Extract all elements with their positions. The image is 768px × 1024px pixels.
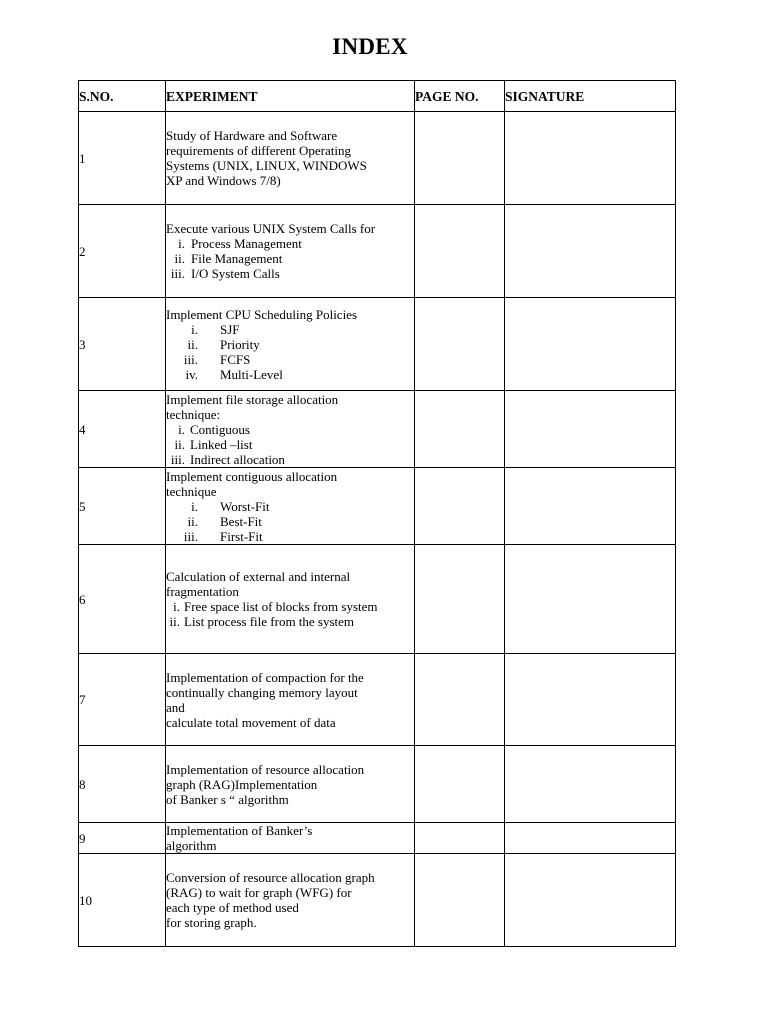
header-experiment: EXPERIMENT <box>166 81 415 112</box>
row-signature-cell <box>505 468 676 545</box>
sub-item-number: iii. <box>170 451 185 467</box>
sub-item-number: iv. <box>185 366 198 382</box>
row-sno: 8 <box>79 746 166 823</box>
experiment-line: and <box>166 699 185 715</box>
page-title: INDEX <box>332 34 408 59</box>
row-experiment <box>166 823 415 854</box>
experiment-line: fragmentation <box>166 584 239 599</box>
experiment-line: graph (RAG)Implementation <box>166 776 318 792</box>
row-page-no-cell <box>415 746 505 823</box>
sub-item-number: i. <box>173 599 180 614</box>
experiment-line: technique: <box>166 406 221 422</box>
experiment-line: each type of method used <box>166 900 299 915</box>
sub-item-number: ii. <box>187 513 198 529</box>
row-signature-cell <box>505 112 676 205</box>
experiment-line: algorithm <box>166 838 217 853</box>
experiment-sub-item <box>166 236 414 251</box>
experiment-sub-item <box>166 352 414 367</box>
row-page-no-cell <box>415 854 505 947</box>
row-signature-cell <box>505 205 676 298</box>
sub-item-text: Indirect allocation <box>190 451 285 467</box>
experiment-line: calculate total movement of data <box>166 714 336 730</box>
experiment-line: Implement CPU Scheduling Policies <box>166 306 358 322</box>
row-sno: 3 <box>79 298 166 391</box>
row-page-no-cell <box>415 468 505 545</box>
index-table <box>78 80 676 947</box>
sub-item-text: I/O System Calls <box>191 266 280 281</box>
experiment-sub-item <box>166 266 414 281</box>
row-experiment <box>166 205 415 298</box>
experiment-sub-item <box>166 599 414 614</box>
row-experiment <box>166 746 415 823</box>
experiment-sub-item <box>166 529 414 544</box>
row-signature-cell <box>505 746 676 823</box>
header-signature: SIGNATURE <box>505 81 676 112</box>
experiment-line: continually changing memory layout <box>166 684 358 700</box>
sub-item-number: i. <box>178 236 185 251</box>
sub-item-number: iii. <box>183 528 198 544</box>
sub-item-text: Process Management <box>191 236 302 251</box>
table-row <box>79 298 676 391</box>
table-row <box>79 823 676 854</box>
header-sno: S.NO. <box>79 81 166 112</box>
sub-item-number: ii. <box>174 436 185 452</box>
row-sno: 5 <box>79 468 166 545</box>
experiment-line: Study of Hardware and Software <box>166 128 338 143</box>
row-signature-cell <box>505 654 676 746</box>
table-row <box>79 854 676 947</box>
sub-item-text: List process file from the system <box>184 614 355 629</box>
sub-item-text: Multi-Level <box>220 366 283 382</box>
experiment-line: for storing graph. <box>166 915 257 930</box>
row-sno: 7 <box>79 654 166 746</box>
experiment-line: Implement file storage allocation <box>166 391 339 407</box>
row-page-no-cell <box>415 654 505 746</box>
experiment-line: Systems (UNIX, LINUX, WINDOWS <box>166 158 367 173</box>
experiment-line: requirements of different Operating <box>166 143 351 158</box>
row-experiment <box>166 468 415 545</box>
experiment-sub-item <box>166 251 414 266</box>
sub-item-text: Worst-Fit <box>220 498 270 514</box>
experiment-sub-item <box>166 452 414 467</box>
row-signature-cell <box>505 298 676 391</box>
row-page-no-cell <box>415 545 505 654</box>
sub-item-text: File Management <box>191 251 283 266</box>
row-sno: 1 <box>79 112 166 205</box>
sub-item-number: i. <box>191 321 198 337</box>
row-experiment <box>166 854 415 947</box>
table-row <box>79 391 676 468</box>
sub-item-text: Free space list of blocks from system <box>184 599 378 614</box>
experiment-sub-item <box>166 367 414 382</box>
row-signature-cell <box>505 545 676 654</box>
experiment-line: Execute various UNIX System Calls for <box>166 221 376 236</box>
experiment-sub-item <box>166 322 414 337</box>
sub-item-text: SJF <box>220 321 240 337</box>
experiment-sub-item <box>166 514 414 529</box>
header-row <box>79 81 676 112</box>
row-experiment <box>166 545 415 654</box>
row-signature-cell <box>505 391 676 468</box>
row-page-no-cell <box>415 205 505 298</box>
sub-item-text: First-Fit <box>220 528 263 544</box>
row-page-no-cell <box>415 112 505 205</box>
table-row <box>79 746 676 823</box>
table-row <box>79 468 676 545</box>
experiment-line: Implementation of compaction for the <box>166 669 364 685</box>
table-row <box>79 205 676 298</box>
row-page-no-cell <box>415 391 505 468</box>
sub-item-number: ii. <box>187 336 198 352</box>
sub-item-text: Best-Fit <box>220 513 262 529</box>
table-row <box>79 112 676 205</box>
row-experiment <box>166 298 415 391</box>
experiment-sub-item <box>166 337 414 352</box>
sub-item-number: ii. <box>169 614 180 629</box>
experiment-line: technique <box>166 483 217 499</box>
experiment-line: Implement contiguous allocation <box>166 468 338 484</box>
row-experiment <box>166 112 415 205</box>
sub-item-number: iii. <box>183 351 198 367</box>
row-page-no-cell <box>415 298 505 391</box>
header-page-no: PAGE NO. <box>415 81 505 112</box>
sub-item-text: FCFS <box>220 351 251 367</box>
row-signature-cell <box>505 823 676 854</box>
experiment-sub-item <box>166 499 414 514</box>
row-sno: 10 <box>79 854 166 947</box>
row-sno: 2 <box>79 205 166 298</box>
table-row <box>79 545 676 654</box>
sub-item-text: Contiguous <box>190 421 250 437</box>
sub-item-number: iii. <box>170 266 185 281</box>
row-sno: 9 <box>79 823 166 854</box>
row-sno: 6 <box>79 545 166 654</box>
experiment-line: XP and Windows 7/8) <box>166 173 281 188</box>
sub-item-text: Linked –list <box>190 436 253 452</box>
experiment-line: Implementation of resource allocation <box>166 761 365 777</box>
sub-item-text: Priority <box>220 336 260 352</box>
row-experiment <box>166 391 415 468</box>
experiment-sub-item <box>166 422 414 437</box>
experiment-line: Conversion of resource allocation graph <box>166 870 375 885</box>
experiment-line: (RAG) to wait for graph (WFG) for <box>166 885 352 900</box>
experiment-line: of Banker s “ algorithm <box>166 791 289 807</box>
sub-item-number: i. <box>191 498 198 514</box>
row-experiment <box>166 654 415 746</box>
row-signature-cell <box>505 854 676 947</box>
row-page-no-cell <box>415 823 505 854</box>
experiment-line: Calculation of external and internal <box>166 569 351 584</box>
experiment-line: Implementation of Banker’s <box>166 823 313 838</box>
sub-item-number: ii. <box>174 251 185 266</box>
table-row <box>79 654 676 746</box>
experiment-sub-item <box>166 614 414 629</box>
row-sno: 4 <box>79 391 166 468</box>
experiment-sub-item <box>166 437 414 452</box>
sub-item-number: i. <box>178 421 185 437</box>
